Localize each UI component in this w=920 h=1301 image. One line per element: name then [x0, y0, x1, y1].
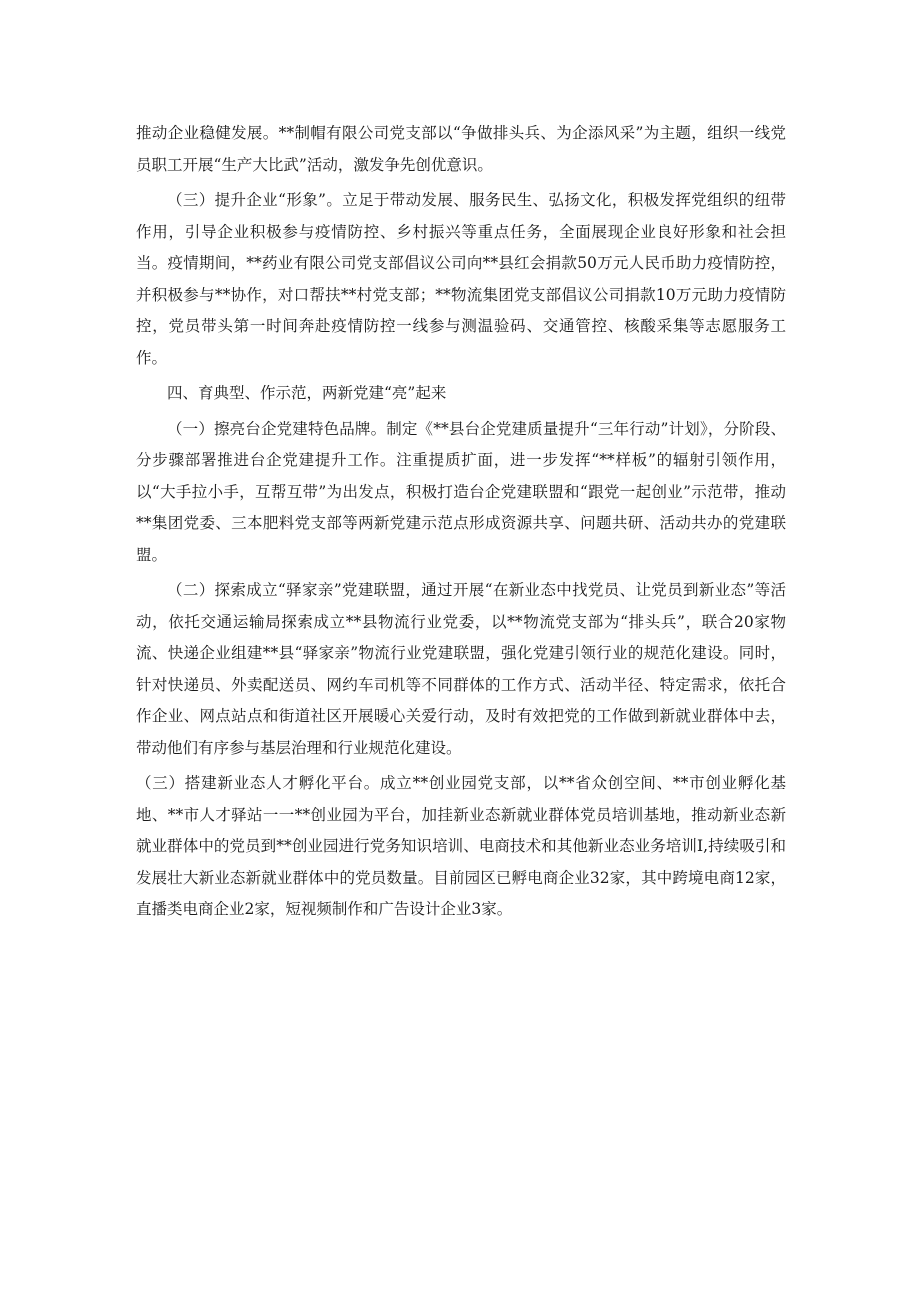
- paragraph-talent-incubation: （三）搭建新业态人才孵化平台。成立**创业园党支部，以**省众创空间、**市创业孵化基地、**市人才驿站一一**创业园为平台，加挂新业态新就业群体党员培训基地，推动新业态新就业群体中的党员到**创业园进行党务知识培训、电商技术和其他新业态业务培训I,持续吸引和发展壮大新业态新就业群体中的党员数量。目前园区已孵电商企业32家，其中跨境电商12家，直播类电商企业2家，短视频制作和广告设计企业3家。: [136, 774, 786, 918]
- paragraph-yijiaqin-alliance: （二）探索成立“驿家亲”党建联盟，通过开展“在新业态中找党员、让党员到新业态”等活动，依托交通运输局探索成立**县物流行业党委，以**物流党支部为“排头兵”，联合20家物流、快递企业组建**县“驿家亲”物流行业党建联盟，强化党建引领行业的规范化建设。同时，针对快递员、外卖配送员、网约车司机等不同群体的工作方式、活动半径、特定需求，依托合作企业、网点站点和街道社区开展暖心关爱行动，及时有效把党的工作做到新就业群体中去，带动他们有序参与基层治理和行业规范化建设。: [136, 581, 786, 757]
- paragraph-taiwan-enterprise-brand: （一）擦亮台企党建特色品牌。制定《**县台企党建质量提升“三年行动”计划》，分阶段、分步骤部署推进台企党建提升工作。注重提质扩面，进一步发挥“**样板”的辐射引领作用，以“大手拉小手，互帮互带”为出发点，积极打造台企党建联盟和“跟党一起创业”示范带，推动**集团党委、三本肥料党支部等两新党建示范点形成资源共享、问题共研、活动共办的党建联盟。: [136, 419, 786, 564]
- document-body: [136, 118, 786, 930]
- section-heading-four: 四、育典型、作示范，两新党建“亮”起来: [167, 384, 447, 402]
- paragraph-enterprise-image: （三）提升企业“形象”。立足于带动发展、服务民生、弘扬文化，积极发挥党组织的纽带作用，引导企业积极参与疫情防控、乡村振兴等重点任务，全面展现企业良好形象和社会担当。疫情期间，**药业有限公司党支部倡议公司向**县红会捐款50万元人民币助力疫情防控，并积极参与**协作，对口帮扶**村党支部；**物流集团党支部倡议公司捐款10万元助力疫情防控，党员带头第一时间奔赴疫情防控一线参与测温验码、交通管控、核酸采集等志愿服务工作。: [136, 191, 786, 367]
- paragraph-continuation: 推动企业稳健发展。**制帽有限公司党支部以“争做排头兵、为企添风采”为主题，组织一线党员职工开展“生产大比武”活动，激发争先创优意识。: [136, 124, 786, 174]
